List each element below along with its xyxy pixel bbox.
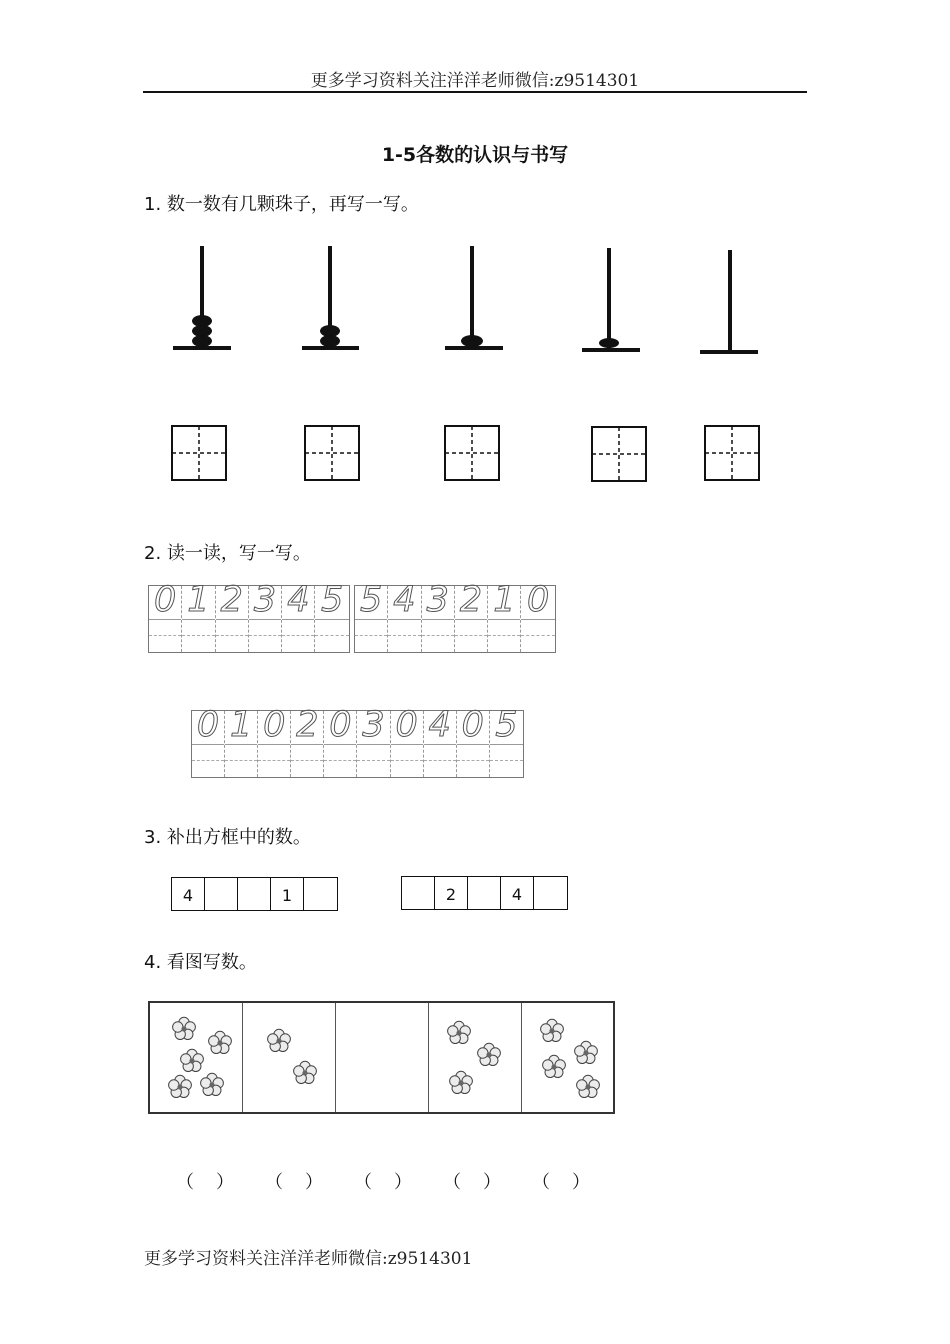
number-cell[interactable]: 4	[501, 877, 534, 909]
writing-cell[interactable]	[521, 580, 554, 652]
answer-box-5[interactable]	[705, 426, 759, 480]
trace-digit: 5	[495, 705, 518, 745]
writing-cell[interactable]	[488, 580, 521, 652]
flower-icon	[169, 1075, 192, 1097]
trace-digit: 0	[526, 580, 550, 620]
answer-blank-5[interactable]: （ ）	[532, 1172, 590, 1193]
number-cell[interactable]	[402, 877, 435, 909]
writing-cell[interactable]	[355, 580, 388, 652]
answer-blank-4[interactable]: （ ）	[443, 1172, 501, 1193]
flower-icon	[173, 1017, 196, 1039]
question-4-prompt: 4. 看图写数。	[144, 952, 257, 973]
abacus-5	[700, 250, 758, 354]
trace-digit: 0	[154, 580, 177, 620]
number-cell[interactable]	[468, 877, 501, 909]
number-cell[interactable]	[238, 878, 271, 910]
writing-cell[interactable]	[324, 705, 357, 777]
number-cell[interactable]: 4	[172, 878, 205, 910]
flower-icon	[268, 1029, 291, 1051]
number-cell[interactable]	[534, 877, 567, 909]
writing-cell[interactable]	[424, 705, 457, 777]
writing-grid-ascending	[148, 580, 350, 653]
bead	[599, 338, 619, 348]
trace-digit: 0	[329, 705, 352, 745]
question-1-prompt: 1. 数一数有几颗珠子，再写一写。	[144, 194, 419, 215]
trace-digit: 0	[196, 705, 220, 745]
answer-box-1[interactable]	[172, 426, 226, 480]
answer-blank-2[interactable]: （ ）	[265, 1172, 323, 1193]
writing-cell[interactable]	[192, 705, 225, 777]
writing-cell[interactable]	[216, 580, 249, 652]
writing-cell[interactable]	[258, 705, 291, 777]
flower-panel-3	[336, 1003, 429, 1112]
number-cell[interactable]: 1	[271, 878, 304, 910]
flower-icon	[201, 1073, 224, 1095]
flower-icon	[209, 1031, 232, 1053]
trace-digit: 5	[320, 580, 344, 620]
number-cell[interactable]	[205, 878, 238, 910]
abacus-1	[173, 246, 231, 350]
abacus-2	[302, 246, 359, 350]
trace-digit: 4	[393, 580, 416, 620]
flower-panel-5	[522, 1003, 614, 1112]
flower-icon	[448, 1021, 471, 1043]
flower-group	[150, 1003, 242, 1112]
writing-cell[interactable]	[357, 705, 390, 777]
flower-icon	[577, 1075, 600, 1097]
bead	[192, 335, 212, 347]
flower-icon	[478, 1043, 501, 1065]
page-title: 1-5各数的认识与书写	[381, 144, 569, 166]
trace-digit: 1	[187, 580, 210, 620]
writing-cell[interactable]	[388, 580, 421, 652]
trace-digit: 3	[253, 580, 277, 620]
answer-box-2[interactable]	[305, 426, 359, 480]
flower-icon	[543, 1055, 566, 1077]
writing-cell[interactable]	[422, 580, 455, 652]
writing-grid-descending	[354, 580, 556, 653]
writing-cell[interactable]	[315, 580, 348, 652]
answer-blank-3[interactable]: （ ）	[354, 1172, 412, 1193]
number-cell[interactable]	[304, 878, 337, 910]
trace-digit: 5	[360, 580, 383, 620]
flower-group	[429, 1003, 521, 1112]
flower-panel-2	[243, 1003, 336, 1112]
flower-icon	[450, 1071, 473, 1093]
flower-group	[336, 1003, 428, 1112]
trace-digit: 4	[287, 580, 310, 620]
flower-icon	[541, 1019, 564, 1041]
writing-cell[interactable]	[182, 580, 215, 652]
flower-picture-strip	[148, 1001, 615, 1114]
writing-cell[interactable]	[149, 580, 182, 652]
writing-cell[interactable]	[490, 705, 523, 777]
writing-cell[interactable]	[291, 705, 324, 777]
trace-digit: 3	[426, 580, 449, 620]
number-cell[interactable]: 2	[435, 877, 468, 909]
number-sequence-left	[171, 877, 338, 911]
writing-grid-pairs	[191, 705, 524, 778]
flower-icon	[294, 1061, 317, 1083]
question-3-prompt: 3. 补出方框中的数。	[144, 827, 311, 848]
header-text: 更多学习资料关注洋洋老师微信:z9514301	[310, 71, 640, 91]
trace-digit: 1	[493, 580, 516, 620]
writing-cell[interactable]	[455, 580, 488, 652]
flower-panel-4	[429, 1003, 522, 1112]
writing-cell[interactable]	[391, 705, 424, 777]
flower-icon	[181, 1049, 204, 1071]
answer-blank-1[interactable]: （ ）	[176, 1172, 234, 1193]
question-2-prompt: 2. 读一读，写一写。	[144, 543, 311, 564]
bead	[461, 335, 483, 347]
abacus-3	[445, 246, 503, 350]
trace-digit: 0	[263, 705, 286, 745]
writing-cell[interactable]	[282, 580, 315, 652]
trace-digit: 4	[428, 705, 451, 745]
trace-digit: 3	[362, 705, 385, 745]
flower-icon	[575, 1041, 598, 1063]
abacus-4	[582, 248, 640, 352]
writing-cell[interactable]	[249, 580, 282, 652]
answer-box-3[interactable]	[445, 426, 499, 480]
trace-digit: 2	[459, 580, 483, 620]
trace-digit: 2	[296, 705, 319, 745]
flower-group	[522, 1003, 614, 1112]
writing-cell[interactable]	[457, 705, 490, 777]
bead	[320, 335, 340, 347]
trace-digit: 0	[461, 705, 484, 745]
writing-cell[interactable]	[225, 705, 258, 777]
trace-digit: 2	[220, 580, 243, 620]
flower-panel-1	[150, 1003, 243, 1112]
number-sequence-right	[401, 876, 568, 910]
header-divider	[143, 91, 807, 93]
flower-group	[243, 1003, 335, 1112]
footer-text: 更多学习资料关注洋洋老师微信:z9514301	[144, 1249, 473, 1269]
abacus-figure	[0, 230, 950, 490]
trace-digit: 1	[230, 705, 253, 745]
trace-digit: 0	[395, 705, 418, 745]
answer-box-4[interactable]	[592, 427, 646, 481]
